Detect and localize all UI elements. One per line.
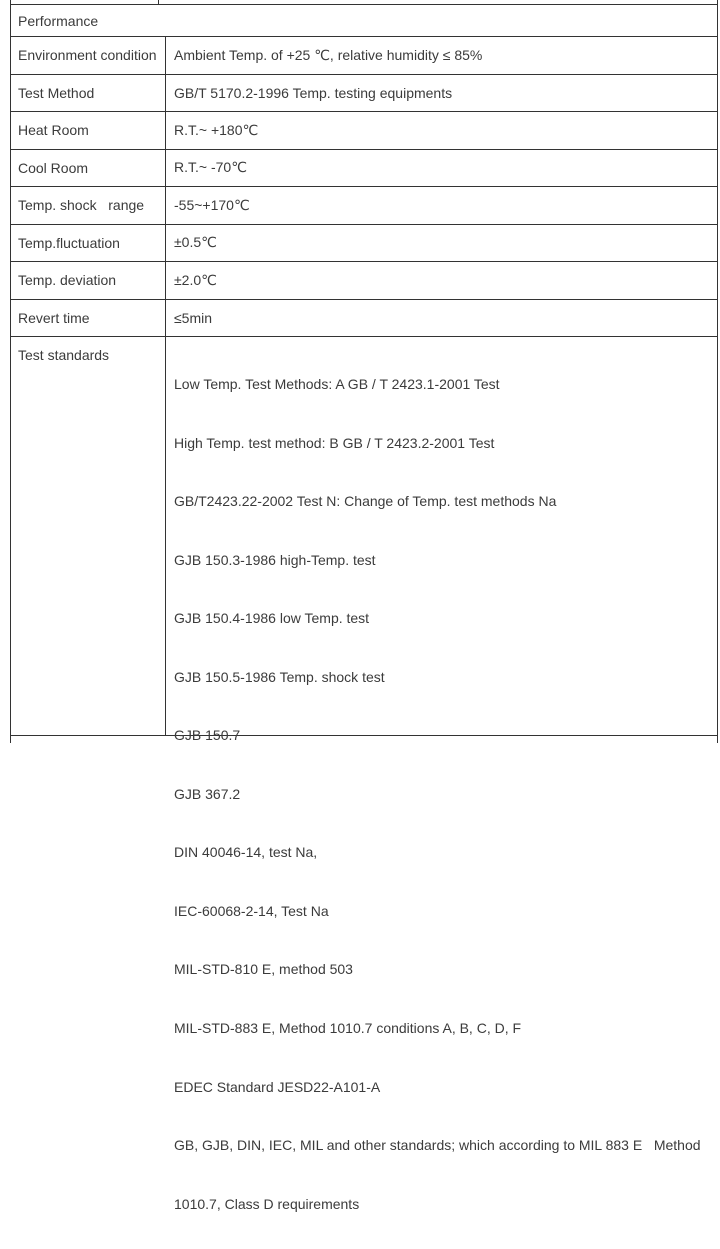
table-row bbox=[11, 37, 717, 75]
standard-line: 1010.7, Class D requirements bbox=[174, 1195, 360, 1212]
row-label: Temp.fluctuation bbox=[11, 225, 166, 262]
row-label: Environment condition bbox=[11, 37, 166, 74]
standard-line: GJB 150.7 bbox=[174, 727, 241, 744]
row-label: Temp. deviation bbox=[11, 262, 166, 299]
table-row bbox=[11, 112, 717, 150]
row-value: GB/T 5170.2-1996 Temp. testing equipments bbox=[174, 84, 453, 101]
table-row bbox=[11, 262, 717, 300]
row-label: Cool Room bbox=[11, 150, 166, 187]
standard-line: GB, GJB, DIN, IEC, MIL and other standards; which according to MIL 883 E Method bbox=[174, 1137, 701, 1154]
row-value-standards-list bbox=[166, 337, 717, 1212]
cutoff-label-cell bbox=[11, 0, 159, 4]
standard-line: IEC-60068-2-14, Test Na bbox=[174, 902, 329, 919]
row-label: Revert time bbox=[11, 300, 166, 337]
standard-line: MIL-STD-883 E, Method 1010.7 conditions A, B, C, D, F bbox=[174, 1020, 522, 1037]
row-label: Test Method bbox=[11, 75, 166, 112]
standard-line: Low Temp. Test Methods: A GB / T 2423.1-2001 Test bbox=[174, 376, 500, 392]
standard-line: GJB 150.5-1986 Temp. shock test bbox=[174, 668, 385, 685]
row-value: Ambient Temp. of +25 ℃, relative humidity ≤ 85% bbox=[174, 46, 483, 63]
standard-line: GJB 150.4-1986 low Temp. test bbox=[174, 610, 370, 627]
standard-line: MIL-STD-810 E, method 503 bbox=[174, 961, 353, 978]
standard-line: EDEC Standard JESD22-A101-A bbox=[174, 1078, 381, 1095]
standard-line: GJB 150.3-1986 high-Temp. test bbox=[174, 551, 376, 568]
standard-line: GB/T2423.22-2002 Test N: Change of Temp. test methods Na bbox=[174, 493, 557, 510]
row-label: Test standards bbox=[11, 337, 166, 735]
section-header-row bbox=[11, 5, 717, 37]
table-row bbox=[11, 150, 717, 188]
standard-line: GJB 367.2 bbox=[174, 785, 241, 802]
row-value: ±0.5℃ bbox=[174, 234, 217, 251]
row-value: ≤5min bbox=[174, 309, 213, 326]
standard-line: High Temp. test method: B GB / T 2423.2-2001 Test bbox=[174, 434, 495, 451]
table-row bbox=[11, 225, 717, 263]
standard-line: DIN 40046-14, test Na, bbox=[174, 844, 318, 861]
row-value: R.T.~ -70℃ bbox=[174, 159, 247, 176]
table-row-test-standards bbox=[11, 337, 717, 1212]
table-row bbox=[11, 300, 717, 338]
table-row bbox=[11, 187, 717, 225]
spec-table bbox=[10, 0, 718, 1212]
section-header: Performance bbox=[18, 12, 99, 29]
row-value: ±2.0℃ bbox=[174, 271, 217, 288]
row-label: Temp. shock range bbox=[11, 187, 166, 224]
row-value: R.T.~ +180℃ bbox=[174, 121, 259, 138]
cutoff-value-cell bbox=[159, 0, 717, 4]
row-label: Heat Room bbox=[11, 112, 166, 149]
table-row bbox=[11, 75, 717, 113]
row-value: -55~+170℃ bbox=[174, 196, 250, 213]
